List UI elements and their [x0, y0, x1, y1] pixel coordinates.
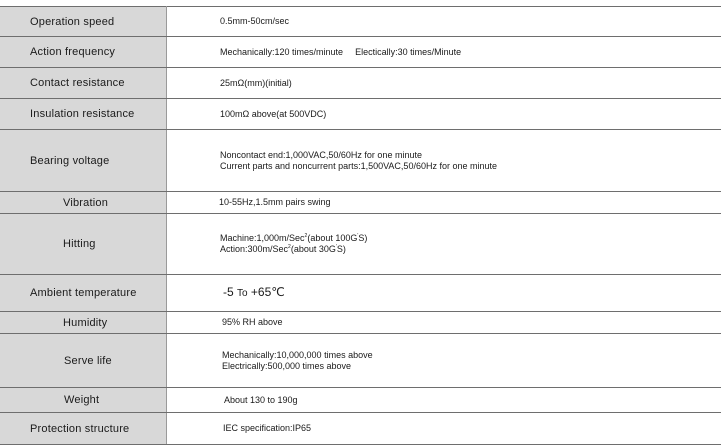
label-insulation-resistance: Insulation resistance	[30, 108, 135, 120]
table-row	[0, 37, 721, 68]
label-bearing-voltage: Bearing voltage	[30, 154, 110, 167]
value-hitting-action: Action:300m/Sec$^2$(about 30G'S)	[220, 244, 346, 254]
table-row	[0, 388, 721, 413]
row-value	[167, 192, 721, 214]
label-operation-speed: Operation speed	[30, 15, 115, 28]
row-value	[167, 68, 721, 99]
table-row	[0, 214, 721, 275]
label-vibration: Vibration	[63, 196, 109, 209]
label-protection-structure: Protection structure	[30, 422, 130, 435]
row-value	[167, 312, 721, 334]
table-row	[0, 99, 721, 130]
table-row	[0, 334, 721, 388]
row-label	[0, 413, 167, 445]
table-row	[0, 413, 721, 445]
label-contact-resistance: Contact resistance	[30, 77, 125, 89]
table-row	[0, 68, 721, 99]
value-contact-resistance: 25mΩ(mm)(initial)	[220, 77, 292, 88]
row-value	[167, 413, 721, 445]
row-value	[167, 388, 721, 413]
table-row	[0, 275, 721, 312]
value-weight: About 130 to 190g	[224, 394, 298, 405]
value-serve-life-mech: Mechanically:10,000,000 times above	[222, 349, 373, 360]
table-row	[0, 192, 721, 214]
row-label	[0, 388, 167, 413]
value-serve-life-elec: Electrically:500,000 times above	[222, 360, 352, 371]
spec-table	[0, 6, 721, 445]
value-action-frequency-elec: Electically:30 times/Minute	[355, 46, 462, 57]
value-humidity: 95% RH above	[222, 317, 283, 327]
row-label	[0, 7, 167, 37]
row-label	[0, 130, 167, 192]
value-operation-speed: 0.5mm-50cm/sec	[220, 16, 290, 26]
row-value	[167, 275, 721, 312]
row-label	[0, 312, 167, 334]
value-protection-structure: IEC specification:IP65	[223, 423, 312, 433]
row-label	[0, 99, 167, 130]
row-label	[0, 214, 167, 275]
value-hitting-machine: Machine:1,000m/Sec$^2$(about 100G'S)	[220, 233, 368, 243]
row-value	[167, 37, 721, 68]
row-value	[167, 130, 721, 192]
row-label	[0, 68, 167, 99]
value-bearing-voltage-line1: Noncontact end:1,000VAC,50/60Hz for one minute	[220, 149, 422, 160]
value-action-frequency-mech: Mechanically:120 times/minute	[220, 46, 344, 57]
table-row	[0, 7, 721, 37]
row-label	[0, 192, 167, 214]
label-humidity: Humidity	[63, 316, 108, 329]
row-label	[0, 37, 167, 68]
table-row	[0, 312, 721, 334]
value-ambient-temperature: -5 To +65℃	[223, 285, 285, 299]
label-hitting: Hitting	[63, 238, 96, 250]
row-value	[167, 7, 721, 37]
label-weight: Weight	[64, 394, 100, 406]
row-value	[167, 214, 721, 275]
label-ambient-temperature: Ambient temperature	[30, 287, 137, 299]
row-value	[167, 334, 721, 388]
value-vibration: 10-55Hz,1.5mm pairs swing	[219, 197, 331, 207]
label-action-frequency: Action frequency	[30, 46, 116, 58]
row-value	[167, 99, 721, 130]
table-row	[0, 130, 721, 192]
label-serve-life: Serve life	[64, 354, 112, 367]
value-insulation-resistance: 100mΩ above(at 500VDC)	[220, 108, 327, 119]
value-bearing-voltage-line2: Current parts and noncurrent parts:1,500VAC,50/60Hz for one minute	[220, 160, 497, 171]
row-label	[0, 275, 167, 312]
row-label	[0, 334, 167, 388]
